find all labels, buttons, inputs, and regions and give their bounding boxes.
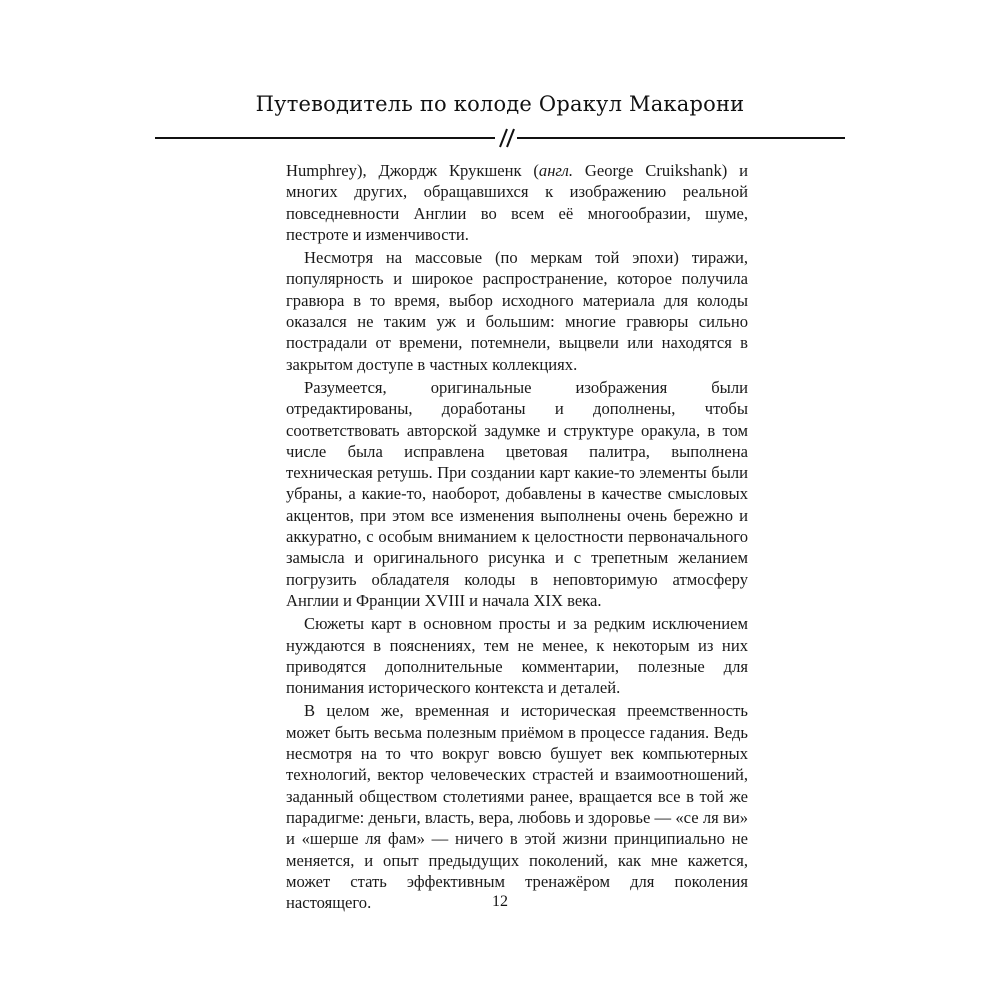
paragraph-1-abbrev: англ. bbox=[538, 161, 574, 180]
paragraph-5: В целом же, временная и историческая преемственность может быть весьма полезным приёмом в процессе гадания. Ведь несмотря на то что вокруг вовсю бушует век компьютерных технологий, вектор человеческих страстей и взаимоотношений, заданный обществом столетиями ранее, вращается все в той же парадигме: деньги, власть, вера, любовь и здоровье — «се ля ви» и «шерше ля фам» — ничего в этой жизни принципиально не меняется, и опыт предыдущих поколений, как мне кажется, может стать эффективным тренажёром для поколения настоящего. bbox=[286, 701, 748, 913]
body-text bbox=[286, 160, 748, 915]
page-header-title: Путеводитель по колоде Оракул Макарони bbox=[255, 92, 745, 116]
paragraph-1-pre: Humphrey), Джордж Крукшенк ( bbox=[286, 161, 539, 180]
paragraph-3: Разумеется, оригинальные изображения были отредактированы, доработаны и дополнены, чтобы соответствовать авторской задумке и структуре оракула, в том числе была исправлена цветовая палитра, выполнена техническая ретушь. При создании карт какие-то элементы были убраны, а какие-то, наоборот, добавлены в качестве смысловых акцентов, при этом все изменения выполнены очень бережно и аккуратно, с особым вниманием к целостности первоначального замысла и оригинального рисунка и с трепетным желанием погрузить обладателя колоды в неповторимую атмосферу Англии и Франции XVIII и начала XIX века. bbox=[286, 377, 748, 610]
header-rule-left bbox=[155, 137, 495, 139]
page-number: 12 bbox=[492, 893, 508, 910]
paragraph-4: Сюжеты карт в основном просты и за редким исключением нуждаются в пояснениях, тем не менее, к некоторым из них приводятся дополнительные комментарии, полезные для понимания исторического контекста и деталей. bbox=[286, 614, 748, 698]
header-rule-right bbox=[517, 137, 845, 139]
paragraph-1-post: George Cruikshank) и многих других, обращавшихся к изображению реальной повседневности Англии во всем её многообразии, шуме, пестроте и изменчивости. bbox=[286, 161, 748, 244]
paragraph-2: Несмотря на массовые (по меркам той эпохи) тиражи, популярность и широкое распространение, которое получила гравюра в то время, выбор исходного материала для колоды оказался не таким уж и большим: многие гравюры сильно пострадали от времени, потемнели, выцвели или находятся в закрытом доступе в частных коллекциях. bbox=[286, 248, 748, 374]
paragraph-1 bbox=[286, 160, 748, 245]
header-divider-slashes bbox=[497, 125, 517, 151]
